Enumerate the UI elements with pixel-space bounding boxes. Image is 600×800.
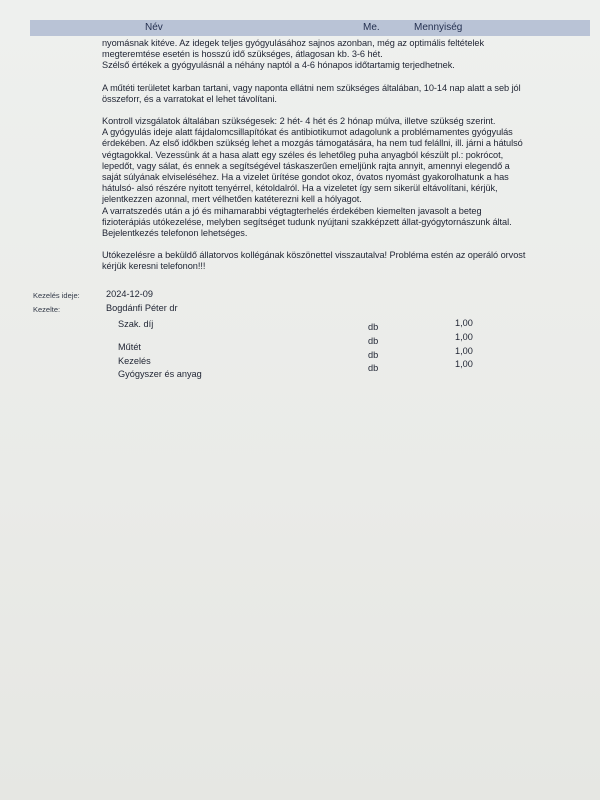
- text-line: kérjük keresni telefonon!!!: [102, 261, 206, 272]
- text-line: megteremtése esetén is hosszú idő szükséges, átlagosan kb. 3-6 hét.: [102, 49, 383, 60]
- text-line: összeforr, és a varratokat el lehet távolítani.: [102, 93, 277, 104]
- header-quantity: Mennyiség: [414, 22, 463, 33]
- text-line: Utókezelésre a beküldő állatorvos kollégának köszönettel visszautalva! Probléma estén az operáló orvost: [102, 250, 526, 261]
- treated-by-label: Kezelte:: [33, 305, 61, 314]
- treated-by-value: Bogdánfi Péter dr: [106, 303, 178, 313]
- paragraph-gap: [102, 72, 590, 83]
- treatment-date-label: Kezelés ideje:: [33, 291, 80, 300]
- text-line: A gyógyulás ideje alatt fájdalomcsillapítókat és antibiotikumot adagolunk a problémamentes gyógyulás: [102, 127, 513, 138]
- text-line: fizioterápiás utókezelése, melyben segítséget tudunk nyújtani szakképzett állat-gyógytornászunk által.: [102, 216, 512, 227]
- item-quantity: 1,00: [455, 318, 473, 328]
- text-line: nyomásnak kitéve. Az idegek teljes gyógyulásához sajnos azonban, még az optimális feltételek: [102, 38, 485, 48]
- text-line: lepedőt, vagy sálat, és ennek a segítségével táskaszerűen emeljünk rajta annyit, amennyi elegendő a: [102, 160, 510, 171]
- item-unit: db: [368, 350, 379, 360]
- header-unit: Me.: [363, 22, 380, 33]
- text-line: hátulsó- alsó részére nyitott tenyérrel, kétoldalról. Ha a vizeletet így sem sikerül eltávolítani, kérjük,: [102, 183, 498, 194]
- header-name: Név: [145, 22, 163, 33]
- item-name: Szak. díj: [118, 319, 154, 329]
- text-line: saját súlyának elviseléséhez. Ha a vizelet ürítése gondot okoz, óvatos nyomást gyakorolhatunk a has: [102, 172, 509, 183]
- treatment-date-value: 2024-12-09: [106, 289, 153, 299]
- instructions-text: [102, 38, 590, 273]
- table-header: [30, 20, 590, 36]
- item-name: Gyógyszer és anyag: [118, 369, 202, 379]
- item-quantity: 1,00: [455, 359, 473, 369]
- text-line: Kontroll vizsgálatok általában szükségesek: 2 hét- 4 hét és 2 hónap múlva, illetve szükség szerint.: [102, 116, 496, 127]
- item-unit: db: [368, 322, 379, 332]
- item-name: Műtét: [118, 342, 141, 352]
- text-line: Bejelentkezés telefonon lehetséges.: [102, 228, 248, 239]
- item-unit: db: [368, 363, 379, 373]
- paragraph-gap: [102, 105, 590, 116]
- item-quantity: 1,00: [455, 332, 473, 342]
- item-quantity: 1,00: [455, 346, 473, 356]
- item-unit: db: [368, 336, 379, 346]
- text-line: Szélső értékek a gyógyulásnál a néhány naptól a 4-6 hónapos időtartamig terjedhetnek.: [102, 60, 455, 71]
- text-line: végtagokkal. Vezessünk át a hasa alatt egy széles és lehetőleg puha anyagból készült pl.: pokrócot,: [102, 149, 504, 160]
- paragraph-gap: [102, 239, 590, 250]
- item-name: Kezelés: [118, 356, 151, 366]
- text-line: A műtéti területet karban tartani, vagy naponta ellátni nem szükséges általában, 10-14 nap alatt a seb jól: [102, 82, 521, 93]
- text-line: érdekében. Az első időkben szükség lehet a mozgás támogatására, ha nem tud felállni, ill. járni a hátulsó: [102, 138, 523, 149]
- text-line: jelentkezzen azonnal, mert vélhetően katéterezni kell a hólyagot.: [102, 194, 362, 205]
- text-line: A varratszedés után a jó és mihamarabbi végtagterhelés érdekében kiemelten javasolt a beteg: [102, 205, 482, 216]
